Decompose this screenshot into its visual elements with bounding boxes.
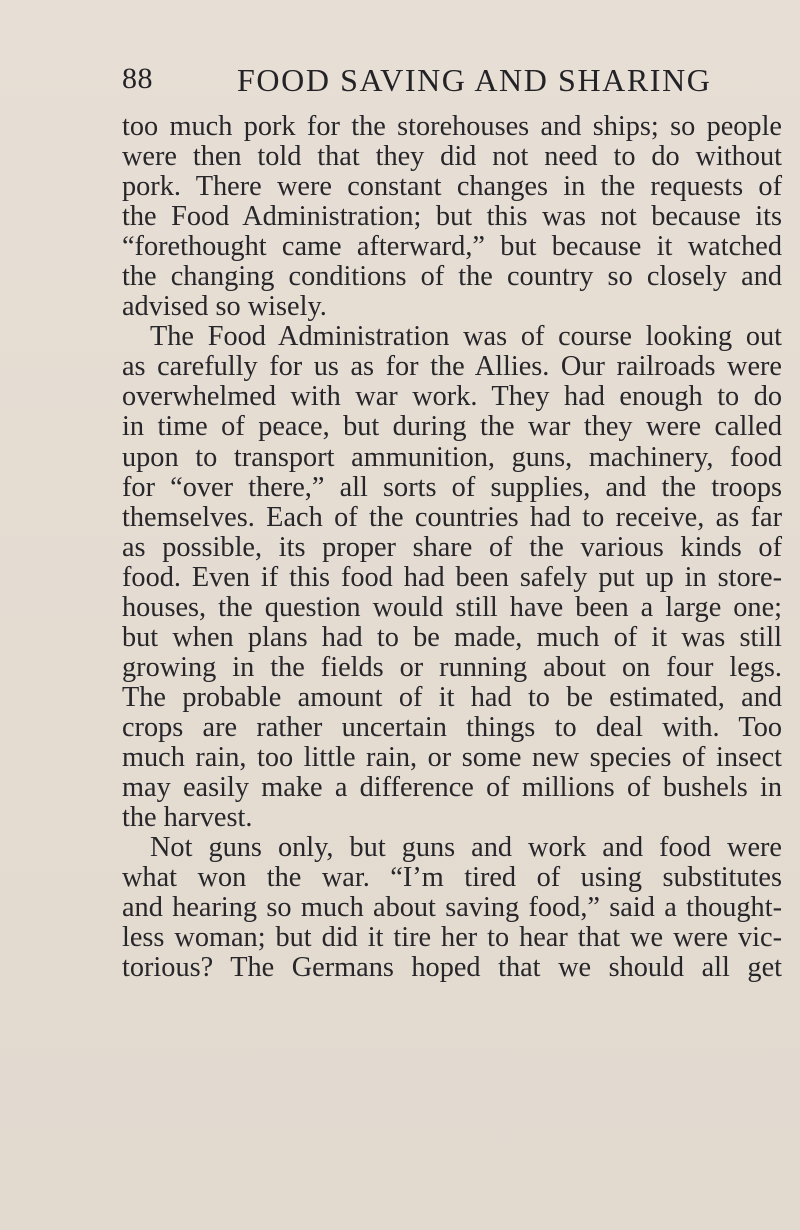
text-line: in time of peace, but during the war they were called <box>122 411 782 443</box>
text-line: were then told that they did not need to do without <box>122 141 782 173</box>
text-line: as carefully for us as for the Allies. Our railroads were <box>122 351 782 383</box>
text-line: advised so wisely. <box>122 291 327 323</box>
text-line: the harvest. <box>122 802 253 834</box>
text-line: themselves. Each of the countries had to receive, as far <box>122 501 782 533</box>
text-line: Not guns only, but guns and work and food were <box>150 832 782 864</box>
text-line: what won the war. “I’m tired of using substitutes <box>122 862 782 894</box>
text-line: upon to transport ammunition, guns, machinery, food <box>122 441 782 473</box>
text-line: houses, the question would still have been a large one; <box>122 591 782 623</box>
text-line: much rain, too little rain, or some new species of insect <box>122 741 782 773</box>
text-line: “forethought came afterward,” but because it watched <box>122 231 782 263</box>
text-line: overwhelmed with war work. They had enough to do <box>122 381 782 413</box>
paragraph-3 <box>122 833 782 983</box>
text-line: for “over there,” all sorts of supplies, and the troops <box>122 471 782 503</box>
running-head: FOOD SAVING AND SHARING <box>237 62 712 98</box>
text-line: less woman; but did it tire her to hear that we were vic- <box>122 922 782 954</box>
text-line: as possible, its proper share of the various kinds of <box>122 531 782 563</box>
page-number: 88 <box>122 62 153 95</box>
text-line: and hearing so much about saving food,” said a thought- <box>122 892 782 924</box>
text-line: growing in the fields or running about on four legs. <box>122 651 782 683</box>
page-header <box>122 62 800 106</box>
text-line: crops are rather uncertain things to deal with. Too <box>122 711 782 743</box>
text-line: may easily make a difference of millions of bushels in <box>122 772 782 804</box>
text-line: the changing conditions of the country so closely and <box>122 261 782 293</box>
paragraph-2 <box>122 322 782 833</box>
text-line: pork. There were constant changes in the requests of <box>122 171 782 203</box>
body-text <box>122 112 782 983</box>
text-line: The probable amount of it had to be estimated, and <box>122 681 782 713</box>
text-line: the Food Administration; but this was not because its <box>122 201 782 233</box>
text-line: food. Even if this food had been safely put up in store- <box>122 561 782 593</box>
text-line: but when plans had to be made, much of it was still <box>122 621 782 653</box>
text-line: torious? The Germans hoped that we should all get <box>122 952 782 984</box>
text-line: too much pork for the storehouses and ships; so people <box>122 111 782 142</box>
text-line: The Food Administration was of course looking out <box>150 321 782 353</box>
paragraph-1 <box>122 112 782 322</box>
